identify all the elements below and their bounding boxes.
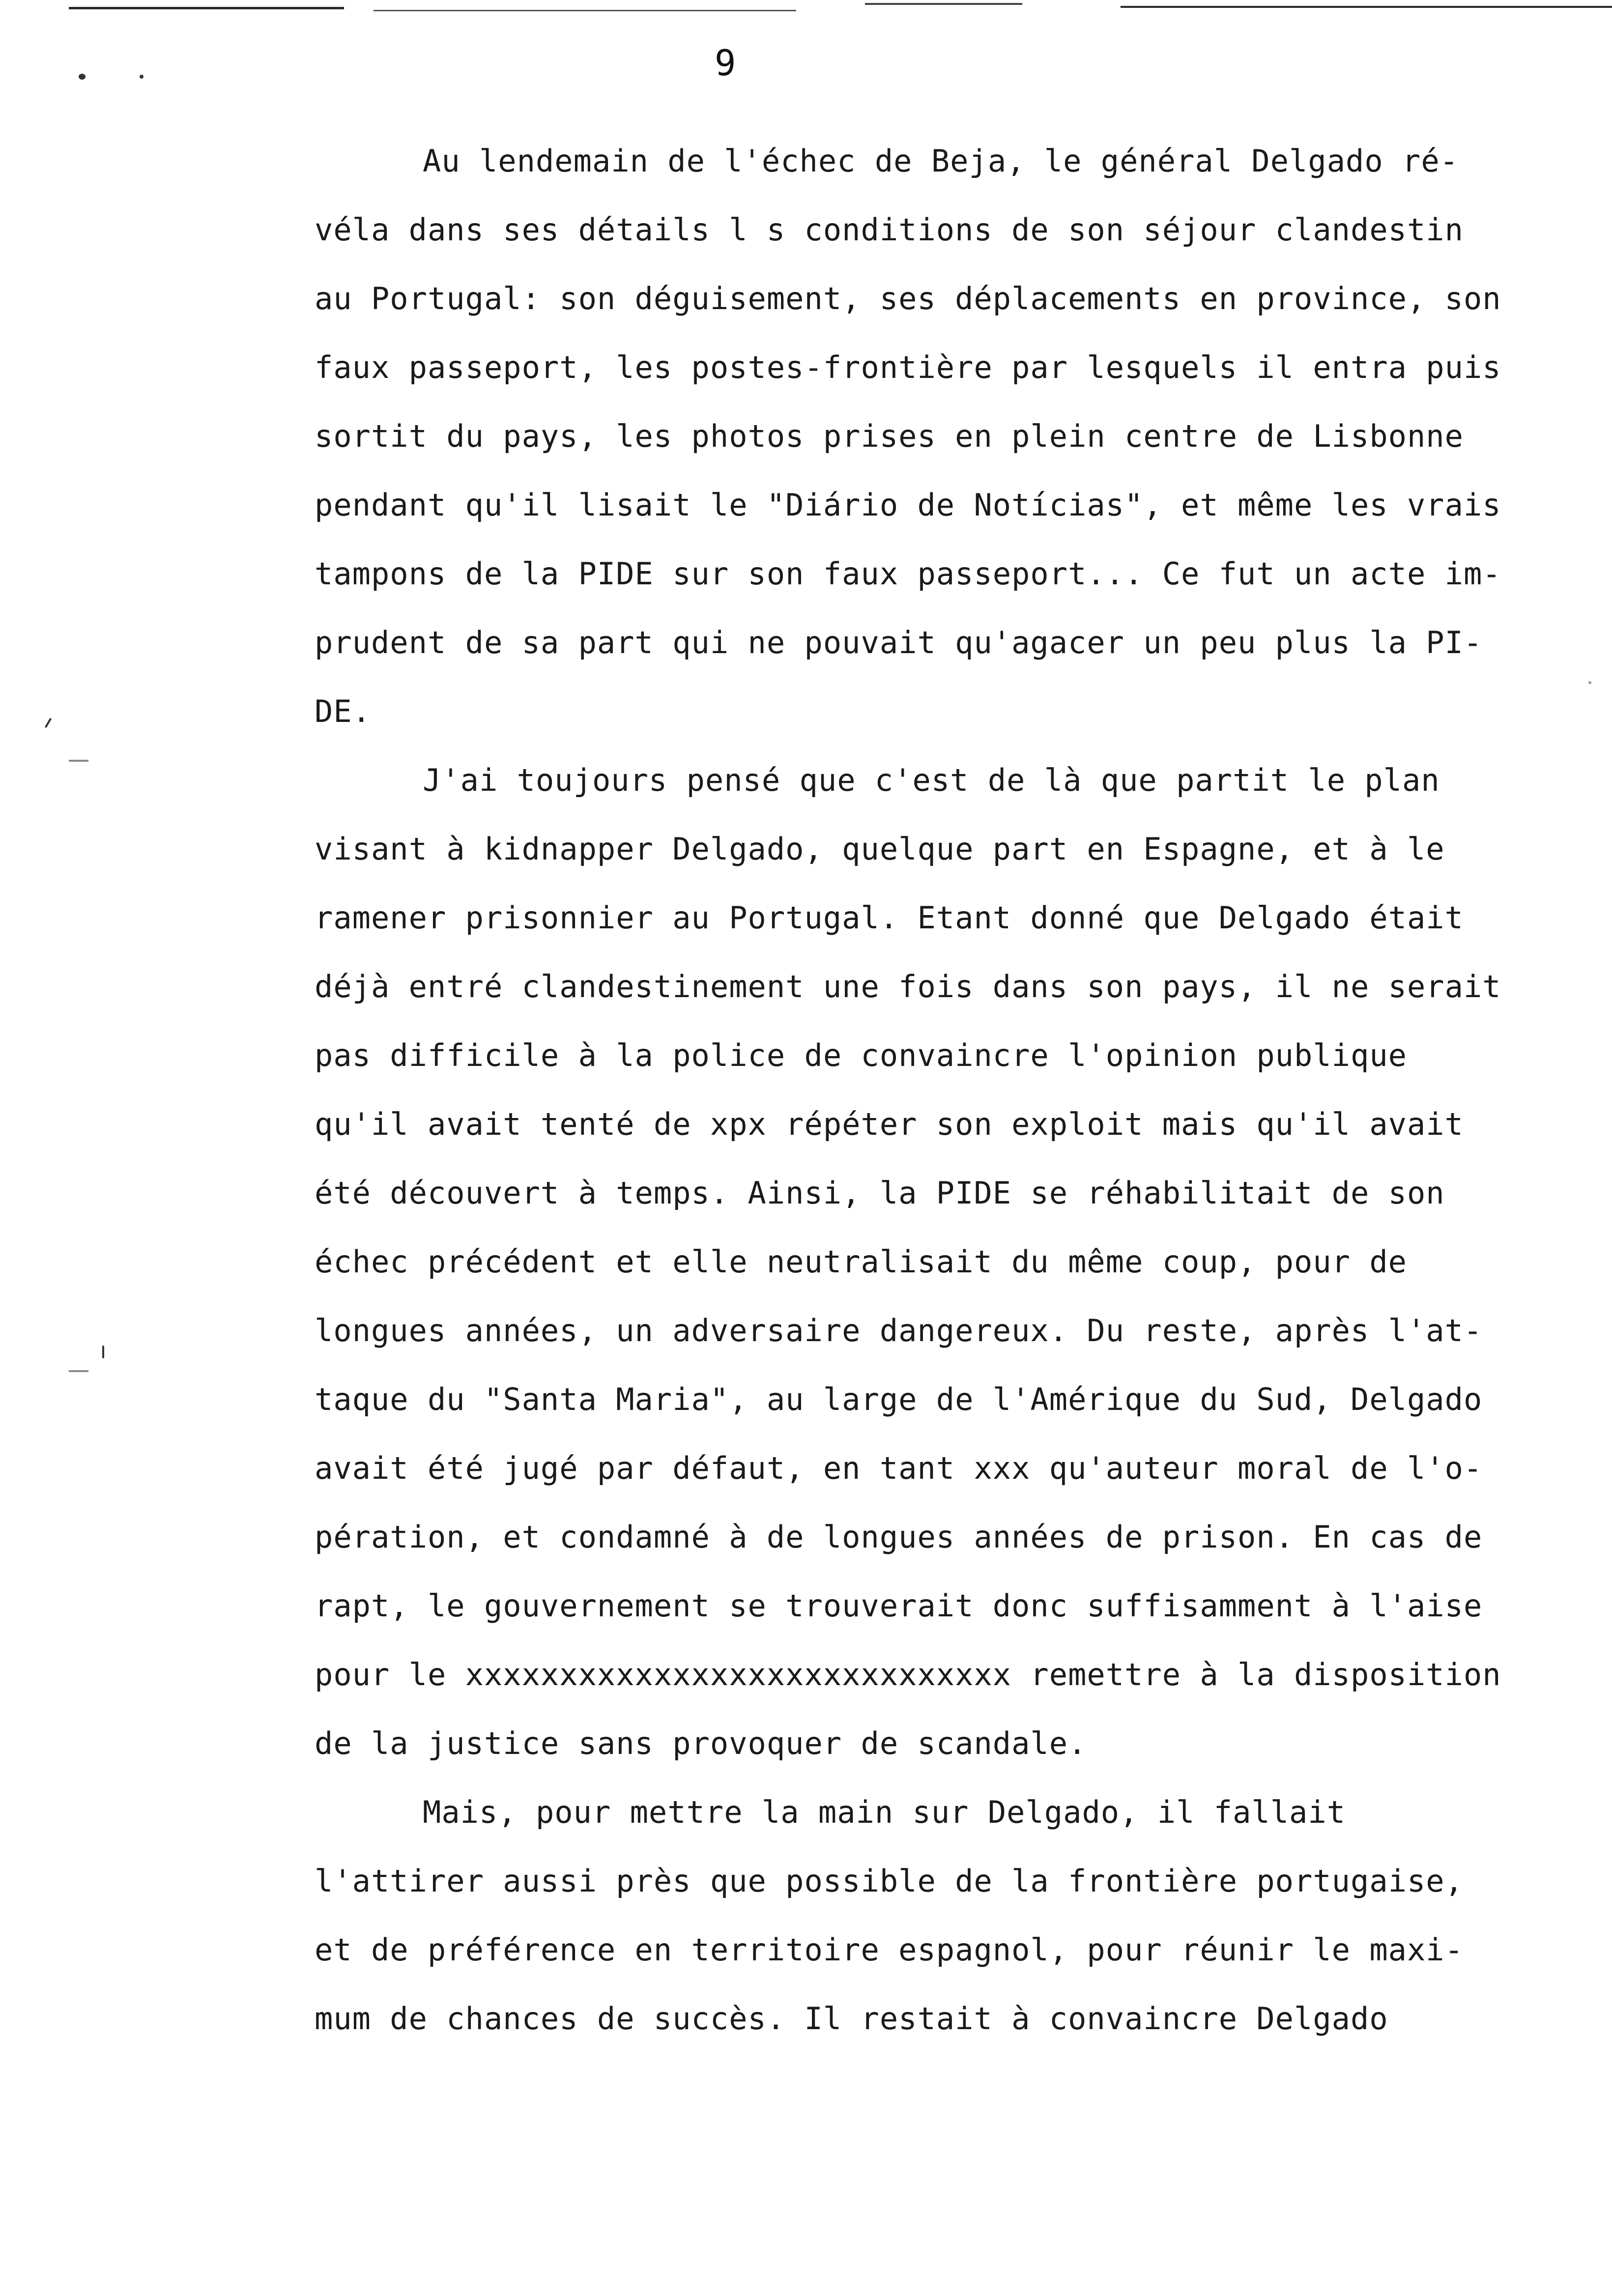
text-line: rapt, le gouvernement se trouverait donc suffisamment à l'aise xyxy=(315,1588,1483,1624)
text-line: faux passeport, les postes-frontière par lesquels il entra puis xyxy=(315,349,1501,385)
scan-speck xyxy=(45,718,52,728)
text-line: taque du "Santa Maria", au large de l'Amérique du Sud, Delgado xyxy=(315,1381,1483,1417)
text-line: tampons de la PIDE sur son faux passeport... Ce fut un acte im- xyxy=(315,556,1501,592)
text-line: pas difficile à la police de convaincre l'opinion publique xyxy=(315,1037,1407,1073)
text-line: mum de chances de succès. Il restait à convaincre Delgado xyxy=(315,2001,1388,2037)
text-line: déjà entré clandestinement une fois dans son pays, il ne serait xyxy=(315,969,1501,1004)
margin-mark xyxy=(69,760,88,762)
text-line: l'attirer aussi près que possible de la frontière portugaise, xyxy=(315,1863,1464,1899)
scan-speck xyxy=(140,75,144,79)
text-line: sortit du pays, les photos prises en plein centre de Lisbonne xyxy=(315,418,1464,454)
text-line: qu'il avait tenté de xpx répéter son exploit mais qu'il avait xyxy=(315,1106,1464,1142)
text-line: longues années, un adversaire dangereux. Du reste, après l'at- xyxy=(315,1313,1483,1349)
text-line: DE. xyxy=(315,693,371,729)
text-line: Au lendemain de l'échec de Beja, le général Delgado ré- xyxy=(423,143,1459,179)
margin-mark xyxy=(69,1370,88,1372)
text-line: visant à kidnapper Delgado, quelque part en Espagne, et à le xyxy=(315,831,1445,867)
scan-edge-artifact xyxy=(865,3,1022,5)
text-line: prudent de sa part qui ne pouvait qu'agacer un peu plus la PI- xyxy=(315,625,1483,660)
scan-edge-artifact xyxy=(1121,6,1612,8)
scan-speck xyxy=(79,74,86,80)
text-line: et de préférence en territoire espagnol, pour réunir le maxi- xyxy=(315,1932,1464,1968)
scan-edge-artifact xyxy=(69,7,344,9)
scan-edge-artifact xyxy=(374,10,796,11)
text-line: avait été jugé par défaut, en tant xxx qu'auteur moral de l'o- xyxy=(315,1450,1483,1486)
text-line: pendant qu'il lisait le "Diário de Notícias", et même les vrais xyxy=(315,487,1501,523)
text-line: été découvert à temps. Ainsi, la PIDE se réhabilitait de son xyxy=(315,1175,1445,1211)
scan-speck xyxy=(102,1346,104,1358)
text-line: pour le xxxxxxxxxxxxxxxxxxxxxxxxxxxxx remettre à la disposition xyxy=(315,1657,1501,1693)
text-line: échec précédent et elle neutralisait du même coup, pour de xyxy=(315,1244,1407,1280)
text-line: de la justice sans provoquer de scandale. xyxy=(315,1725,1087,1761)
text-line: Mais, pour mettre la main sur Delgado, il fallait xyxy=(423,1794,1346,1830)
body-text xyxy=(315,127,1612,2053)
text-line: ramener prisonnier au Portugal. Etant donné que Delgado était xyxy=(315,900,1464,936)
text-line: pération, et condamné à de longues années de prison. En cas de xyxy=(315,1519,1483,1555)
text-line: véla dans ses détails l s conditions de son séjour clandestin xyxy=(315,212,1464,248)
page-number: 9 xyxy=(715,42,736,84)
text-line: J'ai toujours pensé que c'est de là que partit le plan xyxy=(423,762,1440,798)
text-line: au Portugal: son déguisement, ses déplacements en province, son xyxy=(315,281,1501,316)
